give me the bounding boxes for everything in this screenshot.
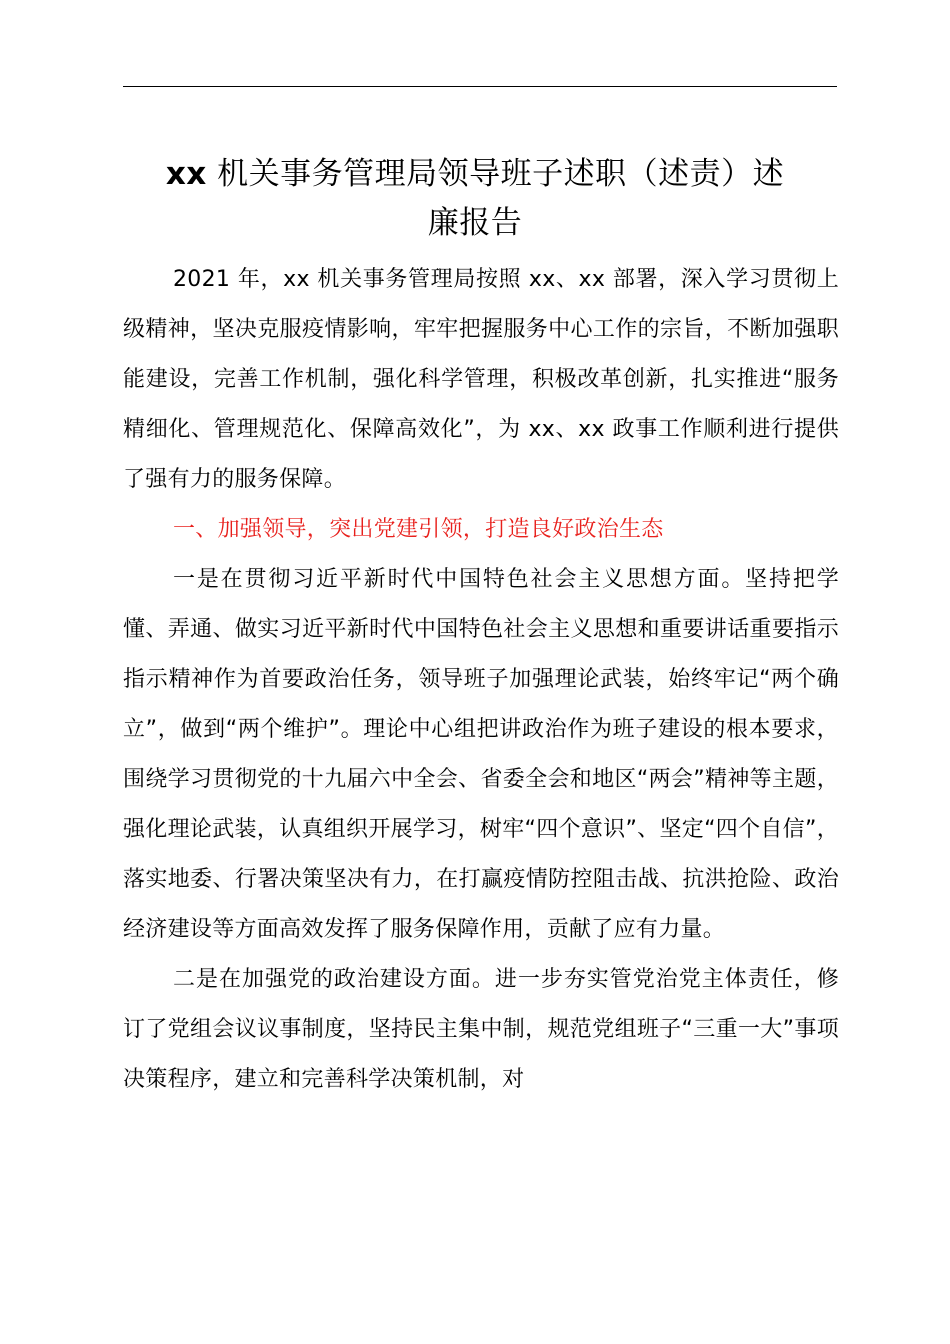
section-heading-1: 一、加强领导，突出党建引领，打造良好政治生态 — [173, 517, 664, 542]
document-title — [100, 150, 850, 248]
body-paragraph-2: 二是在加强党的政治建设方面。进一步夯实管党治党主体责任，修订了党组会议议事制度，坚持民主集中制，规范党组班子“三重一大”事项决策程序，建立和完善科学决策机制，对 — [123, 967, 839, 1092]
body-paragraph-1: 一是在贯彻习近平新时代中国特色社会主义思想方面。坚持把学懂、弄通、做实习近平新时代中国特色社会主义思想和重要讲话重要指示指示精神作为首要政治任务，领导班子加强理论武装，始终牢记“两个确立”，做到“两个维护”。理论中心组把讲政治作为班子建设的根本要求，围绕学习贯彻党的十九届六中全会、省委全会和地区“两会”精神等主题，强化理论武装，认真组织开展学习，树牢“四个意识”、坚定“四个自信”，落实地委、行署决策坚决有力，在打赢疫情防控阻击战、抗洪抢险、政治经济建设等方面高效发挥了服务保障作用，贡献了应有力量。 — [123, 567, 839, 942]
intro-paragraph: 2021 年，xx 机关事务管理局按照 xx、xx 部署，深入学习贯彻上级精神，坚决克服疫情影响，牢牢把握服务中心工作的宗旨，不断加强职能建设，完善工作机制，强化科学管理，积极改革创新，扎实推进“服务精细化、管理规范化、保障高效化”，为 xx、xx 政事工作顺利进行提供了强有力的服务保障。 — [123, 267, 839, 492]
header-rule — [123, 86, 837, 87]
document-body — [123, 255, 839, 1105]
title-line-2: 廉报告 — [427, 205, 523, 241]
title-prefix: xx — [165, 156, 207, 192]
title-line-1-text: 机关事务管理局领导班子述职（述责）述 — [206, 156, 785, 192]
title-line-1 — [100, 150, 850, 199]
